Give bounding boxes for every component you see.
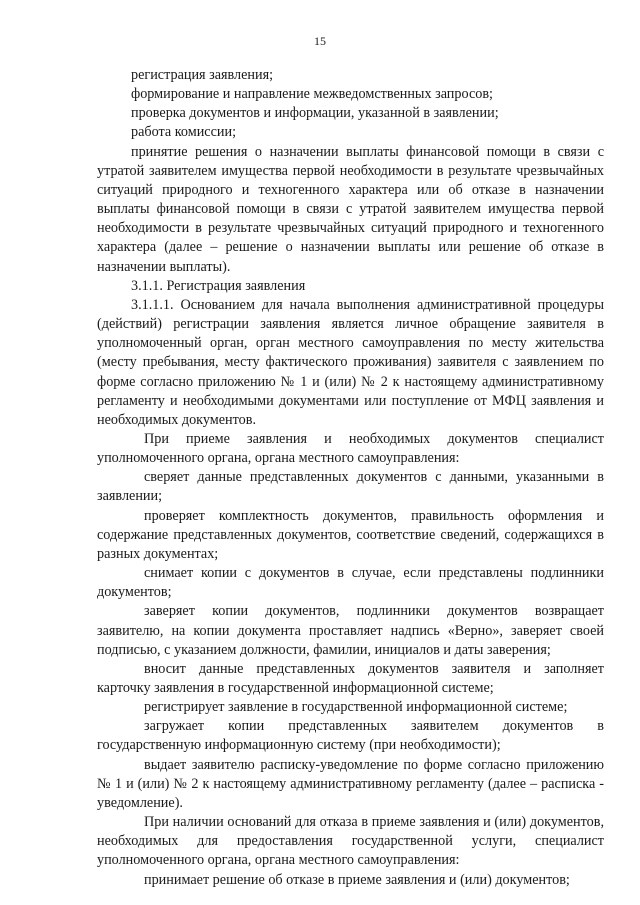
paragraph: работа комиссии;: [131, 124, 237, 141]
paragraph: принимает решение об отказе в приеме заявления и (или) документов;: [144, 871, 570, 888]
paragraph: 3.1.1.1. Основанием для начала выполнения административной процедуры (действий) регистрации заявления является личное обращение заявителя в уполномоченный орган, орган местного самоуправления по месту жительства (месту пребывания, месту фактического проживания) заявителя с заявлением по форме согласно приложению № 1 и (или) № 2 к настоящему административному регламенту и необходимыми документами или поступление от МФЦ заявления и необходимых документов.: [97, 296, 604, 428]
page-number: 15: [314, 34, 326, 48]
paragraph: проверка документов и информации, указанной в заявлении;: [131, 105, 499, 122]
paragraph: вносит данные представленных документов заявителя и заполняет карточку заявления в государственной информационной системе;: [97, 660, 604, 696]
paragraph: заверяет копии документов, подлинники документов возвращает заявителю, на копии документа проставляет надпись «Верно», заверяет своей подписью, с указанием должности, фамилии, инициалов и даты заверения;: [97, 603, 604, 658]
paragraph: сверяет данные представленных документов с данными, указанными в заявлении;: [97, 469, 604, 505]
document-body: [97, 66, 604, 890]
paragraph: снимает копии с документов в случае, если представлены подлинники документов;: [97, 565, 604, 601]
paragraph: регистрация заявления;: [131, 67, 274, 83]
paragraph: проверяет комплектность документов, правильность оформления и содержание представленных документов, соответствие сведений, содержащихся в разных документах;: [97, 507, 604, 562]
paragraph: принятие решения о назначении выплаты финансовой помощи в связи с утратой заявителем имущества первой необходимости в результате чрезвычайных ситуаций природного и техногенного характера или об отказе в назначении выплаты финансовой помощи в связи с утратой заявителем имущества первой необходимости в результате чрезвычайных ситуаций природного и техногенного характера (далее – решение о назначении выплаты или решение об отказе в назначении выплаты).: [97, 143, 604, 275]
paragraph: При наличии оснований для отказа в приеме заявления и (или) документов, необходимых для предоставления государственной услуги, специалист уполномоченного органа, органа местного самоуправления:: [97, 814, 604, 869]
paragraph: При приеме заявления и необходимых документов специалист уполномоченного органа, органа местного самоуправления:: [97, 430, 604, 467]
paragraph: регистрирует заявление в государственной информационной системе;: [144, 699, 568, 716]
paragraph: загружает копии представленных заявителем документов в государственную информационную систему (при необходимости);: [97, 718, 604, 754]
section-heading: 3.1.1. Регистрация заявления: [131, 277, 306, 294]
paragraph: формирование и направление межведомственных запросов;: [131, 86, 493, 103]
paragraph: выдает заявителю расписку-уведомление по форме согласно приложению № 1 и (или) № 2 к настоящему административному регламенту (далее – расписка - уведомление).: [97, 756, 604, 811]
